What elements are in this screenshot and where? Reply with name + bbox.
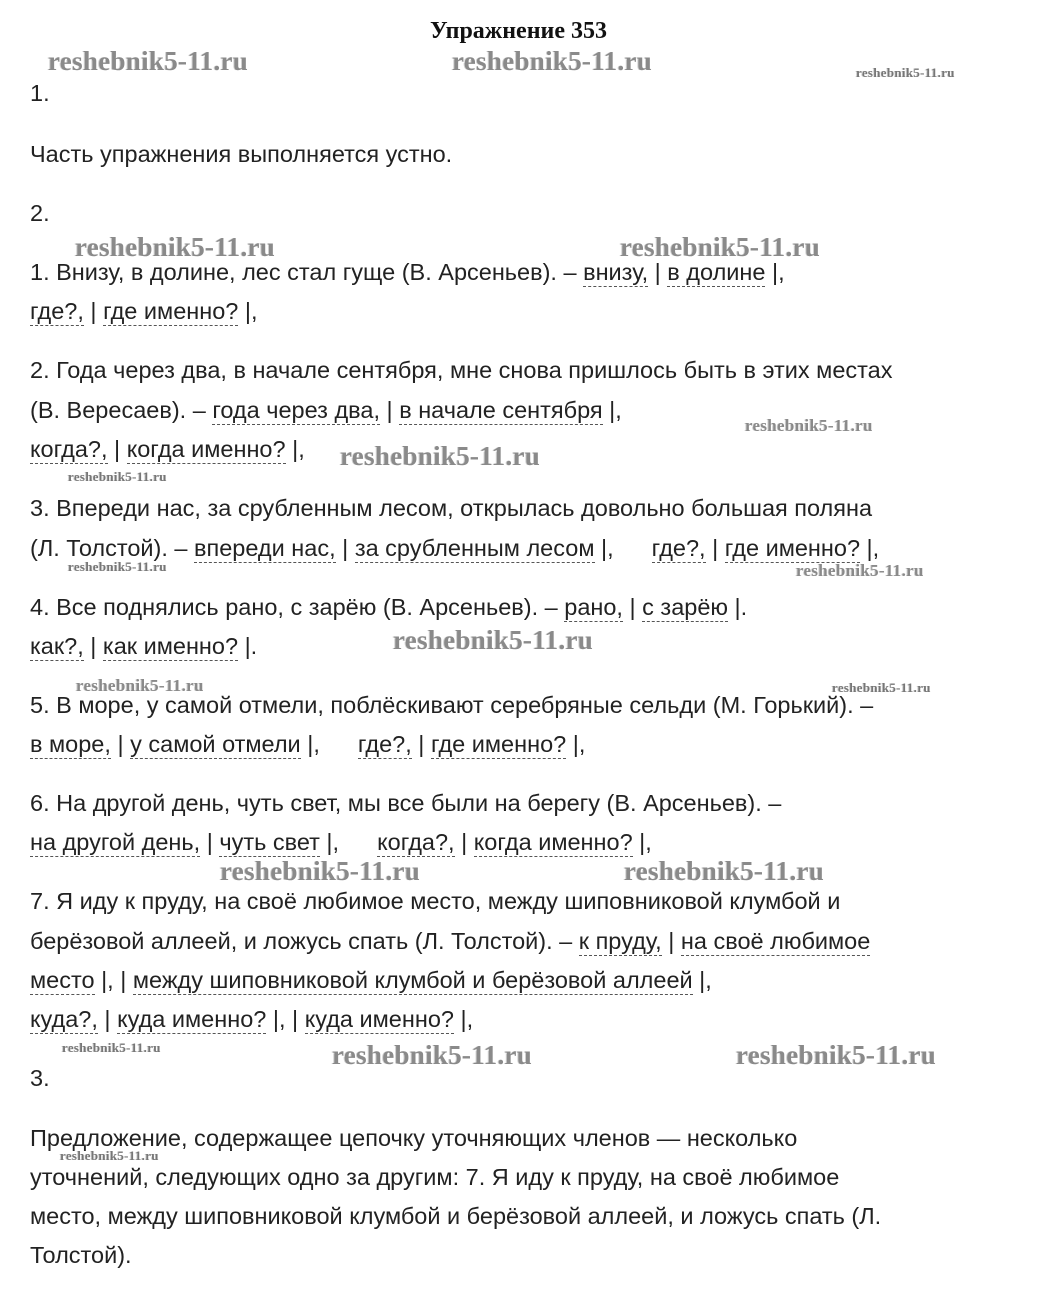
watermark: reshebnik5-11.ru	[75, 232, 276, 262]
sentence-7-line-3: место |, | между шиповниковой клумбой и берёзовой аллеей |,	[30, 967, 712, 993]
watermark: reshebnik5-11.ru	[624, 856, 825, 886]
watermark: reshebnik5-11.ru	[832, 680, 931, 695]
watermark: reshebnik5-11.ru	[856, 65, 955, 80]
watermark: reshebnik5-11.ru	[60, 1148, 159, 1163]
watermark: reshebnik5-11.ru	[796, 561, 924, 580]
sentence-7-line-2: берёзовой аллеей, и ложусь спать (Л. Толстой). – к пруду, | на своё любимое	[30, 928, 871, 954]
watermark: reshebnik5-11.ru	[332, 1040, 533, 1070]
part-3-number: 3.	[30, 1065, 50, 1091]
part-3-line-4: Толстой).	[30, 1242, 132, 1268]
watermark: reshebnik5-11.ru	[68, 469, 167, 484]
watermark: reshebnik5-11.ru	[340, 441, 541, 471]
sentence-2-line-2: (В. Вересаев). – года через два, | в начале сентября |,	[30, 397, 622, 423]
sentence-4-questions: как?, | как именно? |.	[30, 633, 258, 659]
part-3-line-3: место, между шиповниковой клумбой и берёзовой аллеей, и ложусь спать (Л.	[30, 1203, 882, 1229]
watermark: reshebnik5-11.ru	[393, 625, 594, 655]
part-3-line-1: Предложение, содержащее цепочку уточняющих членов — несколько	[30, 1125, 798, 1151]
sentence-5-line-1: 5. В море, у самой отмели, поблёскивают серебряные сельди (М. Горький). –	[30, 692, 874, 718]
sentence-6-line-1: 6. На другой день, чуть свет, мы все были на берегу (В. Арсеньев). –	[30, 790, 782, 816]
sentence-1-questions: где?, | где именно? |,	[30, 298, 258, 324]
sentence-3-line-2: (Л. Толстой). – впереди нас, | за срубленным лесом |, где?, | где именно? |,	[30, 535, 880, 561]
sentence-3-line-1: 3. Впереди нас, за срубленным лесом, открылась довольно большая поляна	[30, 495, 873, 521]
part-1-number: 1.	[30, 80, 50, 106]
sentence-7-line-1: 7. Я иду к пруду, на своё любимое место, между шиповниковой клумбой и	[30, 888, 841, 914]
sentence-2-line-1: 2. Года через два, в начале сентября, мне снова пришлось быть в этих местах	[30, 357, 893, 383]
watermark: reshebnik5-11.ru	[620, 232, 821, 262]
part-3-line-2: уточнений, следующих одно за другим: 7. Я иду к пруду, на своё любимое	[30, 1164, 840, 1190]
part-2-number: 2.	[30, 200, 50, 226]
sentence-1-line-1: 1. Внизу, в долине, лес стал гуще (В. Арсеньев). – внизу, | в долине |,	[30, 259, 785, 285]
sentence-7-questions: куда?, | куда именно? |, | куда именно? |,	[30, 1006, 474, 1032]
exercise-title: Упражнение 353	[429, 18, 607, 44]
watermark: reshebnik5-11.ru	[48, 46, 249, 76]
watermark: reshebnik5-11.ru	[62, 1040, 161, 1055]
sentence-2-questions: когда?, | когда именно? |,	[30, 436, 305, 462]
watermark: reshebnik5-11.ru	[452, 46, 653, 76]
watermark: reshebnik5-11.ru	[68, 559, 167, 574]
part-1-text: Часть упражнения выполняется устно.	[30, 141, 453, 167]
sentence-6-line-2: на другой день, | чуть свет |, когда?, | когда именно? |,	[30, 829, 652, 855]
sentence-5-line-2: в море, | у самой отмели |, где?, | где именно? |,	[30, 731, 586, 757]
sentence-4-line-1: 4. Все поднялись рано, с зарёю (В. Арсеньев). – рано, | с зарёю |.	[30, 594, 748, 620]
watermark: reshebnik5-11.ru	[220, 856, 421, 886]
watermark: reshebnik5-11.ru	[76, 676, 204, 695]
watermark: reshebnik5-11.ru	[745, 416, 873, 435]
watermark: reshebnik5-11.ru	[736, 1040, 937, 1070]
